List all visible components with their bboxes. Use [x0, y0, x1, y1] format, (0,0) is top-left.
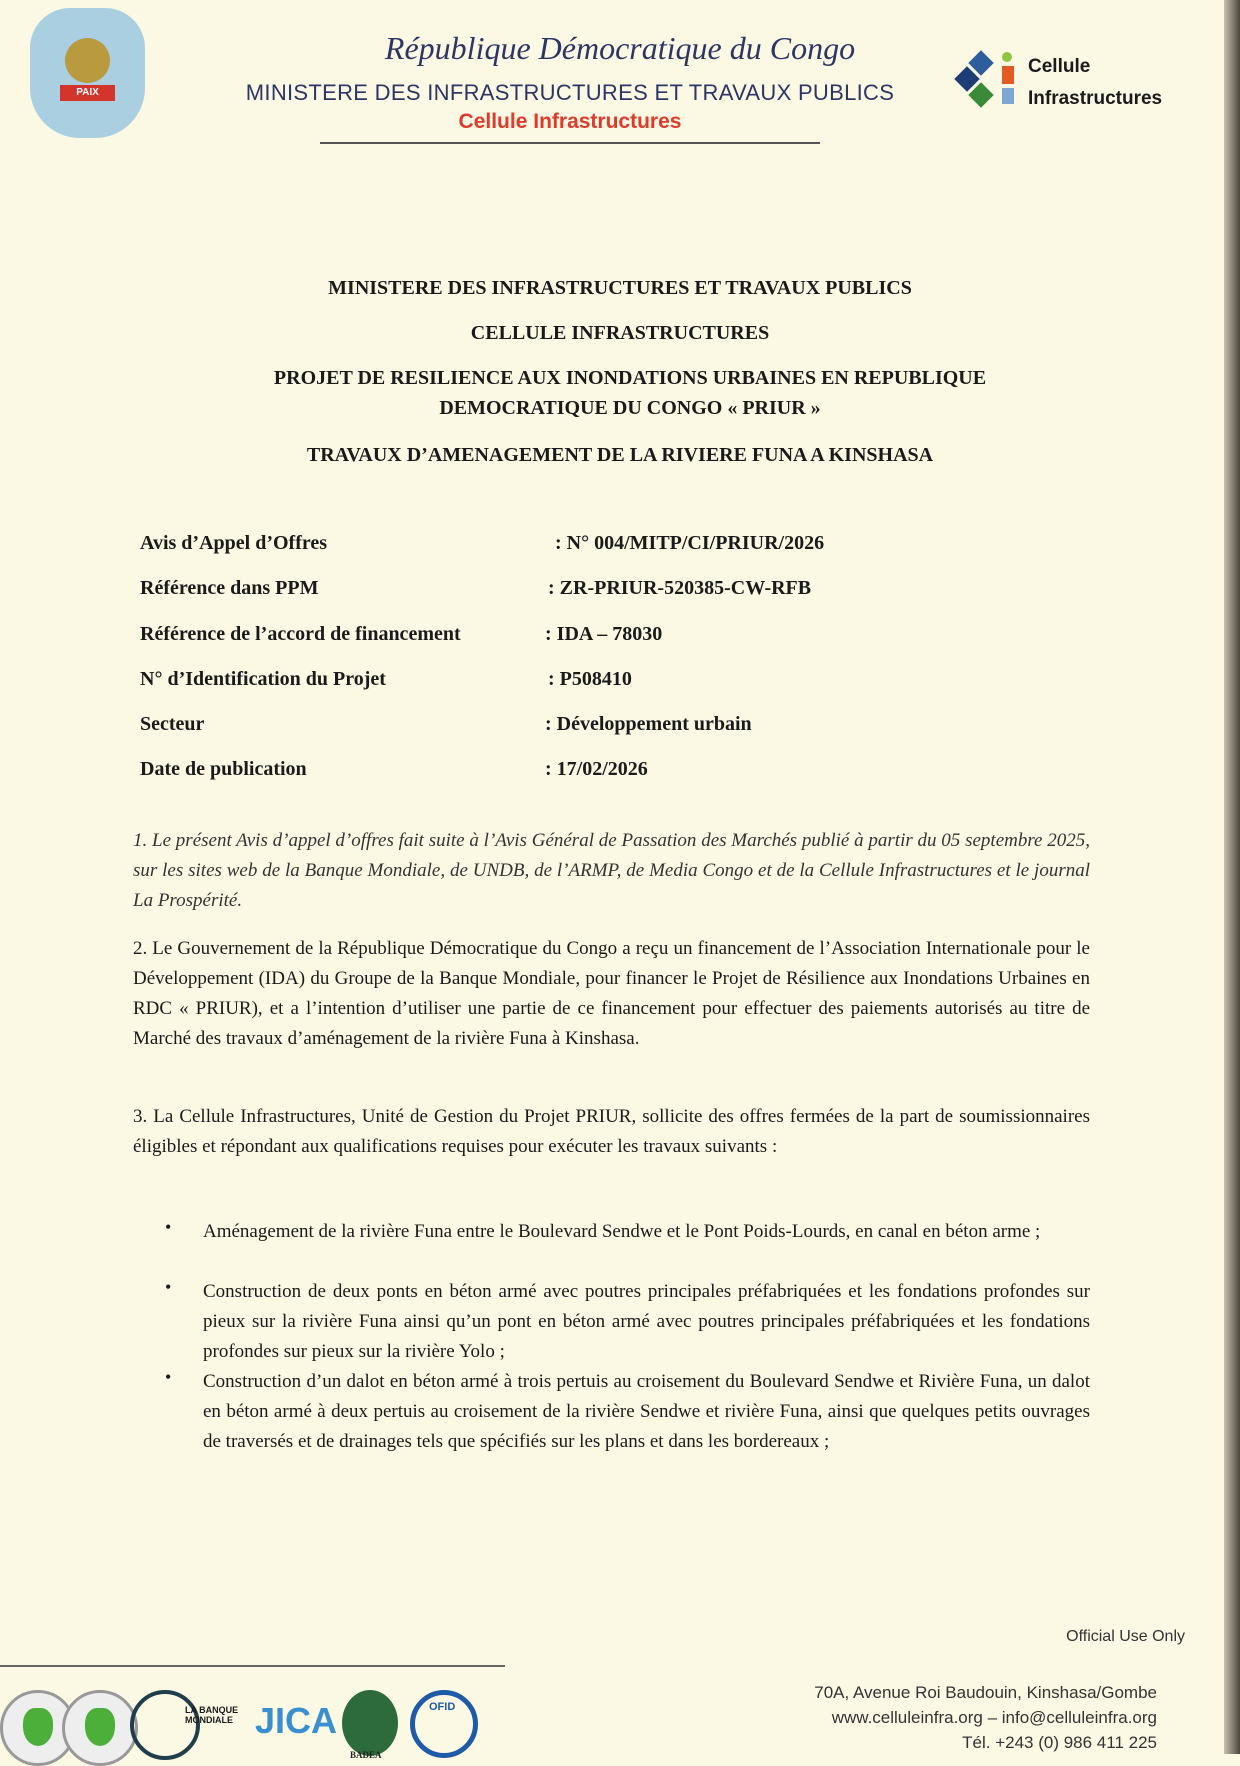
leopard-emblem — [65, 38, 110, 83]
info-label: Référence de l’accord de financement — [140, 623, 461, 645]
info-value: : Développement urbain — [545, 713, 752, 735]
title-works: TRAVAUX D’AMENAGEMENT DE LA RIVIERE FUNA A KINSHASA — [306, 444, 934, 466]
cell-name: Cellule Infrastructures — [458, 110, 682, 133]
bullet-icon: • — [165, 1367, 172, 1387]
phone: Tél. +243 (0) 986 411 225 — [962, 1733, 1157, 1752]
footer-divider — [0, 1665, 505, 1667]
info-value: : 17/02/2026 — [545, 758, 648, 780]
cellule-logo: Cellule Infrastructures — [950, 50, 1180, 120]
official-use-label: Official Use Only — [1066, 1628, 1185, 1645]
title-project: PROJET DE RESILIENCE AUX INONDATIONS URBAINES EN REPUBLIQUE DEMOCRATIQUE DU CONGO « PRIUR » — [273, 367, 987, 419]
world-bank-globe-icon — [130, 1690, 200, 1760]
website-email: www.celluleinfra.org – info@celluleinfra.org — [831, 1708, 1157, 1727]
bullet-item: Construction d’un dalot en béton armé à trois pertuis au croisement du Boulevard Sendwe et Rivière Funa, un dalot en béton armé à deux pertuis au croisement de la rivière Sendwe et rivière Funa, ainsi que quelques petits ouvrages de traversés et de drainages tels que spécifiés sur les plans et dans les bordereaux ; — [203, 1371, 1090, 1452]
republic-name: République Démocratique du Congo — [384, 30, 856, 66]
crest-banner: PAIX — [60, 85, 115, 101]
info-label: Secteur — [140, 713, 205, 735]
paragraph-3: 3. La Cellule Infrastructures, Unité de Gestion du Projet PRIUR, sollicite des offres fermées de la part de soumissionnaires éligibles et répondant aux qualifications requises pour exécuter les travaux suivants : — [133, 1106, 1090, 1157]
info-label: Date de publication — [140, 758, 307, 780]
jica-logo: JICA — [255, 1700, 338, 1741]
bullet-icon: • — [165, 1277, 172, 1297]
bullet-item: Construction de deux ponts en béton armé avec poutres principales préfabriquées et les fondations profondes sur pieux sur la rivière Funa ainsi qu’un pont en béton armé avec poutres principales préfabriquées et les fondations profondes sur pieux sur la rivière Yolo ; — [203, 1281, 1090, 1362]
info-value: : N° 004/MITP/CI/PRIUR/2026 — [555, 532, 825, 554]
title-ministry: MINISTERE DES INFRASTRUCTURES ET TRAVAUX PUBLICS — [328, 277, 912, 299]
coat-of-arms — [30, 8, 145, 138]
paragraph-1: 1. Le présent Avis d’appel d’offres fait suite à l’Avis Général de Passation des Marchés publié à partir du 05 septembre 2025, sur les sites web de la Banque Mondiale, de UNDB, de l’ARMP, de Media Congo et de la Cellule Infrastructures et le journal La Prospérité. — [133, 830, 1090, 911]
world-bank-label: LA BANQUE MONDIALE — [185, 1705, 239, 1725]
header-divider — [320, 142, 820, 144]
paragraph-2: 2. Le Gouvernement de la République Démocratique du Congo a reçu un financement de l’Association Internationale pour le Développement (IDA) du Groupe de la Banque Mondiale, pour financer le Projet de Résilience aux Inondations Urbaines en RDC « PRIUR), et a l’intention d’utiliser une partie de ce financement pour effectuer des paiements autorisés au titre de Marché des travaux d’aménagement de la rivière Funa à Kinshasa. — [133, 938, 1090, 1049]
info-label: Référence dans PPM — [140, 577, 319, 599]
badea-logo: BADEA — [342, 1690, 398, 1756]
info-label: Avis d’Appel d’Offres — [140, 532, 328, 554]
address: 70A, Avenue Roi Baudouin, Kinshasa/Gombe — [814, 1683, 1157, 1702]
scan-edge — [1224, 0, 1240, 1754]
info-value: : ZR-PRIUR-520385-CW-RFB — [548, 577, 812, 599]
ofid-logo: OFID — [410, 1690, 478, 1758]
afdb-fund-logo — [62, 1690, 138, 1766]
info-label: N° d’Identification du Projet — [140, 668, 386, 690]
title-cell: CELLULE INFRASTRUCTURES — [470, 322, 770, 344]
info-value: : IDA – 78030 — [545, 623, 663, 645]
bullet-icon: • — [165, 1217, 172, 1237]
ministry-name: MINISTERE DES INFRASTRUCTURES ET TRAVAUX PUBLICS — [245, 80, 895, 105]
contact-block — [657, 1680, 1157, 1755]
bullet-item: Aménagement de la rivière Funa entre le Boulevard Sendwe et le Pont Poids-Lourds, en canal en béton arme ; — [203, 1221, 1041, 1242]
info-value: : P508410 — [548, 668, 632, 690]
